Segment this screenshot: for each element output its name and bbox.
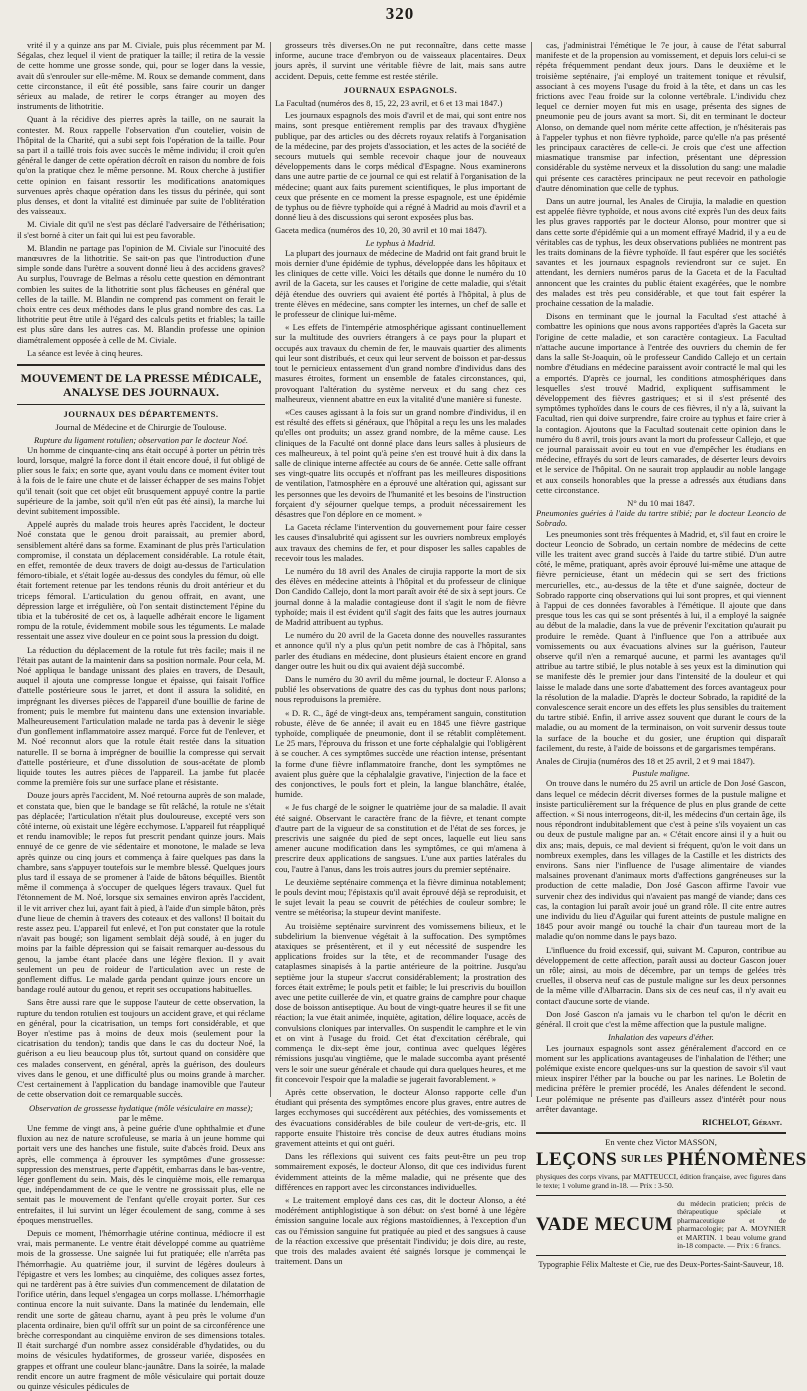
subsection-title: JOURNAUX DES DÉPARTEMENTS. — [63, 409, 219, 420]
paragraph: Sans être aussi rare que le suppose l'auteur de cette observation, la rupture du tendon rotulien est toujours un accident grave, et qui réclame en général, pour la cicatrisation, un temps fort considérable, et que Boyer n'estime pas à moins de deux mois (seulement pour la cicatrisation du tendon); tandis que dans le cas du docteur Noé, la guérison a eu lieu beaucoup plus tôt, surtout quand on considère que ces malades conservent, en général, après la guérison, des douleurs vives dans le genou, et une difficulté plus ou moins grande à marcher. C'est certainement à l'application du bandage inamovible que l'auteur de cette observation doit ce remarquable succès. — [17, 997, 265, 1100]
journal-heading: Gaceta medica (numéros des 10, 20, 30 avril et 10 mai 1847). — [275, 225, 487, 236]
paragraph: Au troisième septénaire survinrent des vomissemens bilieux, et le subdelirium la bienvenue végétait à la suffocation. Des symptômes ataxiques se présentèrent, et il y eut nécessité de suspendre les applications froides sur la tête, et de recommander l'usage des cataplasmes sinapisés à la partie antérieure de la poitrine. Jusqu'au septième jour la stupeur s'accrut considérablement; la prostration des forces était extrême; le pouls petit et faible; le lui prescrivis du bouillon avec une petite cuillerée de vin, et quatre grains de camphre pour chaque dose de boisson antiseptique. Au bout de vingt-quatre heures il se fit une réaction; la vue était animée, inquiète, agitation, délire loquace, accès de convulsions cloniques par intervalles. On suspendit le camphre et le vin et on vint à l'usage du froid. Cet état d'excitation cérébrale, qui commença le dix-sept ème jour, continua avec quelques légères rémissions jusqu'au vingtième, que le malade succomba ayant présenté vers le soir une sueur générale et chaude qui dura quelques heures, et me fit concevoir l'espoir que la maladie se jugerait favorablement. » — [275, 920, 526, 1084]
column-divider — [270, 42, 271, 1097]
page-number: 320 — [385, 4, 415, 23]
paragraph: Appelé auprès du malade trois heures après l'accident, le docteur Noé constata que le genou droit paraissait, au premier abord, sensiblement altéré dans sa forme. Examinant de plus près l'articulation compromise, il constata un déplacement considérable. La rotule était, en effet, remontée de deux travers de doigt au-dessus de l'articulation fémoro-tibiale, et s'était logée au-dessus des condyles du fémur, où elle était fortement retenue par les tendons réunis du droit antérieur et du triceps fémoral. L'articulation du genou offrait, en avant, une dépression large et irrégulière, où l'on sentait distinctement l'épine du tibia et la tubérosité de cet os, à laquelle adhérait encore le ligament rompu de la rotule, évidemment mobile sous les téguments. Le malade ressentait une assez vive douleur en ce point sous la pression du doigt. — [17, 519, 265, 642]
paragraph: La plupart des journaux de médecine de Madrid ont fait grand bruit le mois dernier d'une épidémie de typhus, développée dans les hôpitaux et les cliniques de cette ville. Voici les détails que donne le numéro du 10 avril de la Gaceta, sur les causes et l'origine de cette maladie, qui s'était déjà étendue des ouvriers qui avaient été portés à l'hôpital, à plus de trente élèves en médecine, sans compter les internes, un chef de salle et le professeur de clinique lui-même. — [275, 247, 526, 320]
article-title: Inhalation des vapeurs d'éther. — [608, 1032, 714, 1043]
paragraph: On trouve dans le numéro du 25 avril un article de Don José Gascon, dans lequel ce médecin décrit diverses formes de la pustule maligne et insiste particulièrement sur la fréquence de plus en plus grande de cette affection. « Si nous interrogeons, dit-il, les médecins d'un certain âge, ils nous répondront indubitablement que c'est à peine s'ils voyaient un cas ou deux de pustule maligne par an. « C'était encore ainsi il y a huit ou dix ans; mais, depuis, ce mal devient si fréquent, qu'on le voit dans un nombreux exemples, dans les villages de la Castille et les districts des environs. Sans nier l'influence de l'usage alimentaire de viandes malsaines provenant d'animaux morts d'affections gangréneuses sur la production de cette maladie, Don José Gascon affirme l'avoir vue survenir chez des individus qui n'avaient pas mangé de viande; dans ces cas, la contagion lui paraît avoir joué un grand rôle. Il cite entre autres une individu du lieu d'Aguilar qui furent atteints de pustule maligne en 1845 pour avoir mangé ou touché la chair d'un taureau mort de la maladie qu'on nomme dans le pays bazo. — [536, 778, 786, 942]
ad-lecons — [536, 1149, 807, 1171]
paragraph: Dans le numéro du 30 avril du même journal, le docteur F. Alonso a publié les observations de quatre des cas du typhus dont nous parlons; nous reproduisons la première. — [275, 673, 526, 705]
paragraph: L'influence du froid excessif, qui, suivant M. Capuron, contribue au développement de cette affection, paraît aussi au docteur Gascon jouer un rôle; ainsi, au mois de décembre, par un temps de gelées très cruelles, il observa neuf cas de pustule maligne sur les deux personnes de la même ville d'Albarracin. Dans six de ces neuf cas, il n'y avait eu contact d'aucune sorte de viande. — [536, 944, 786, 1006]
issue-line: N° du 10 mai 1847. — [627, 497, 695, 508]
column-left — [17, 40, 265, 1391]
column-divider — [531, 42, 532, 1097]
journal-heading: La Facultad (numéros des 8, 15, 22, 23 avril, et 6 et 13 mai 1847.) — [275, 98, 503, 109]
column-right — [536, 40, 807, 1270]
article-title: Rupture du ligament rotulien; observation par le docteur Noé. — [34, 434, 248, 445]
divider — [536, 1132, 786, 1134]
ad-vade-mecum — [536, 1200, 786, 1252]
paragraph: Un homme de cinquante-cinq ans était occupé à porter un pétrin très lourd, lorsque, malgré la force dont il était encore doué, il fut obligé de plier sous le faix; en sorte que, ayant voulu dans ce moment éviter tout à la fois de le faire une chute et de laisser échapper de ses mains l'objet qu'il tenait (soit que cet objet eût brusquement appuyé contre la partie supérieure de la jambe, soit qu'il n'en eût pas été ainsi), la marche lui devint subitement impossible. — [17, 444, 265, 516]
editor-signature: RICHELOT, Gérant. — [702, 1116, 782, 1127]
paragraph: Quant à la récidive des pierres après la taille, on ne saurait la contester. M. Roux rappelle l'observation d'un coutelier, voisin de l'hôpital de la Charité, qui a subi sept fois l'opération de la taille. Pour sa part il a taillé trois fois avec succès le même individu; il croit qu'en général le danger de cette opération décroît en raison du nombre de fois qu'on la pratique chez le même personne. M. Roux cherche à justifier cette opinion en faisant ressortir les modifications anatomiques survenues après chaque opération dans les tissus du périnée, qui sont plus denses, et dont la vitalité est diminuée par suite de l'oblitération des vaisseaux. — [17, 114, 265, 217]
paragraph: Une femme de vingt ans, à peine guérie d'une ophthalmie et d'une fluxion au nez de nature scrofuleuse, se maria à un jeune homme qui portait vers une des hanches une fistule, suite d'abcès froid. Deux ans après, elle commença à éprouver les symptômes d'une grossesse: suppression des menstrues, perte d'appétit, embarras dans le bas-ventre, léger gonflement du sein. Mais, dès le cinquième mois, elle remarqua que, indépendamment de ce que le ventre ne grossissait plus, elle ne sentait pas le mouvement de l'enfant qu'elle croyait porter. Sur ces entrefaites, il lui survint un léger écoulement de sang, comme à ses époques menstruelles. — [17, 1122, 265, 1225]
paragraph: « D. R. C., âgé de vingt-deux ans, tempérament sanguin, constitution robuste, élève de 6e année; il avait eu en 1845 une fièvre gastrique typhoïde, compliquée de pneumonie, dont il se rétablit complètement. Le 25 mars, l'éprouva du frisson et une forte céphalalgie qui l'obligèrent à se coucher. A ces symptômes succède une réaction intense, présentant la forme d'une fièvre inflammatoire franche, dont les symptômes ne avaient plus guère que la céphalalgie gravative, l'injection de la face et des conjonctives, le pouls fort et plein, la langue blanchâtre, étalée, humide. — [275, 707, 526, 800]
paragraph: Le numéro du 20 avril de la Gaceta donne des nouvelles rassurantes et annonce qu'il n'y a plus qu'un petit nombre de cas à l'hôpital, sans parler des étudians en médecine, dont plusieurs étaient encore en grand danger outre les huit ou dix qui avaient déjà succombé. — [275, 630, 526, 671]
paragraph: grosseurs très diverses.On ne put reconnaître, dans cette masse informe, aucune trace d'embryon ou de vaisseaux placentaires. Deux jours après, il survint une véritable fièvre de lait, mais sans autre accident. Depuis, cette femme est restée stérile. — [275, 40, 526, 81]
paragraph: La séance est levée à cinq heures. — [27, 347, 143, 358]
ad-title-phenomenes: PHÉNOMÈNES — [666, 1149, 807, 1171]
ad-title-vade-mecum: VADE MECUM — [536, 1214, 674, 1236]
paragraph: M. Civiale dit qu'il ne s'est pas déclaré l'adversaire de l'éthérisation; il s'est borné à citer un fait qui lui est peu favorable. — [17, 219, 265, 240]
ad-title-lecons: LEÇONS — [536, 1149, 618, 1171]
ad-title-sur-les: SUR LES — [621, 1154, 663, 1166]
journal-heading: Anales de Cirujia (numéros des 18 et 25 avril, 2 et 9 mai 1847). — [536, 756, 755, 767]
paragraph: Après cette observation, le docteur Alonso rapporte celle d'un étudiant qui présenta des symptômes encore plus graves, entre autres de larges ecchymoses qui succédèrent aux pétéchies, des vomissements et des évacuations considérables de bile couleur de vert-de-gris, etc. Il rapporte ensuite l'histoire très concise de deux autres étudians moins gravement atteints et qui ont guéri. — [275, 1086, 526, 1148]
paragraph: « Je fus chargé de le soigner le quatrième jour de sa maladie. Il avait été saigné. Observant le caractère franc de la fièvre, et tenant compte d'autre part de la vigueur de sa constitution et de l'état de ses forces, je prescrivis une saignée du pied de sept onces, laquelle eut lieu sans amener aucune modification dans les symptômes, ce qui m'amena à prescrire deux applications de sangsues. L'une aux parties latérales du cou, l'autre à l'anus, dans les trois autres jours du premier septénaire. — [275, 802, 526, 874]
paragraph: Dans un autre journal, les Anales de Cirujia, la maladie en question est appelée fièvre typhoïde, et nous avons cité exprès l'un des deux faits les plus graves rapportés par le docteur Alonso, pour montrer que si dans cette sorte d'épidémie qui a un moment effrayé Madrid, il y a eu de véritables cas de typhus, les deux observations publiées ne montrent pas les traits dominans de la fièvre typhoïde. Il faut espérer que les sociétés savantes et les journaux espagnols reviendront sur ce sujet. En attendant, les derniers numéros parus de la Gaceta et de la Facultad annoncent que les craintes du public étaient exagérées, que le nombre des malades est très peu considérable, et que tout fait espérer la prochaine cessation de la maladie. — [536, 196, 786, 309]
divider — [536, 1255, 786, 1256]
paragraph: Le numéro du 18 avril des Anales de cirujia rapporte la mort de six des élèves en médecine atteints à l'hôpital et du professeur de clinique Don Candido Callejo, dont la mort paraît avoir été de six à sept jours. Ce journal donne à la maladie contagieuse dont il s'agit le nom de fièvre typhoïde; mais il est évident qu'il s'agit des faits que les autres journaux de Madrid attribuent au typhus. — [275, 565, 526, 627]
divider — [536, 1195, 786, 1196]
article-title: Pneumonies guéries à l'aide du tartre stibié; par le docteur Leoncio de Sobrado. — [536, 508, 786, 529]
ad-description: physiques des corps vivans, par MATTEUCCI, édition française, avec figures dans le texte; 1 volume grand in-18. — Prix : 3-50. — [536, 1172, 786, 1190]
journal-heading: Journal de Médecine et de Chirurgie de Toulouse. — [55, 422, 227, 433]
paragraph: Le deuxième septénaire commença et la fièvre diminua notablement; le pouls devint mou; l'épistaxis qu'il avait éprouvé déjà se reproduisit, et le sujet levait la peau se couvrit de pétéchies de couleur sombre; le ventre se météorisa; la stupeur devint manifeste. — [275, 876, 526, 918]
paragraph: Depuis ce moment, l'hémorrhagie utérine continua, médiocre il est vrai, mais permanente. Le ventre était développé comme au quatrième mois de la grossesse. Une saignée lui fut pratiquée; elle n'arrêta pas l'hémorrhagie. Au quatrième jour, il survint de légères douleurs à l'épigastre et vers les lombes; au cinquième, des coliques assez fortes, qui ne tardèrent pas à être suivies d'un commencement de dilatation de l'orifice utérin, dans lequel s'engagea un corps mollasse. L'hémorrhagie continua encore la nuit suivante. Dans la matinée du lendemain, elle rendit une sorte de gâteau charnu, ayant à peu près le volume d'un placenta ordinaire, bien qu'il offrît sur un point de sa circonférence une brèche correspondant au cinquième environ de ses dimensions totales. Il était surchargé d'un nombre assez considérable d'hydatides, ou du moins de vésicules hydatiformes, de grosseur variée, disposées en grappes et offrant une couleur blanc-jaunâtre. Dans la soirée, la malade rendit encore un autre fragment de môle vésiculaire qui portait douze ou quinze vésicules pédicules de — [17, 1227, 265, 1391]
ad-header: En vente chez Victor MASSON, — [605, 1137, 717, 1148]
subsection-title: JOURNAUX ESPAGNOLS. — [343, 84, 458, 95]
paragraph: M. Blandin ne partage pas l'opinion de M. Civiale sur l'inocuité des manœuvres de la lithotritie. Se sait-on pas que l'introduction d'une simple sonde dans l'urètre a souvent donné lieu à des accidens graves? Au surplus, l'ouvrage de Belmas a résolu cette question en démontrant combien les suites de la lithotritie sont plus fâcheuses en général que celles de la taille. M. Blandin ne comprend pas comment on ferait le choix entre ces deux méthodes dans le plus grand nombre des cas. La lithotritie peut être utile à l'égard des calculs petits et friables; la taille est plus sûre dans les autres cas. M. Blandin professe une opinion diamétralement opposée à celle de M. Civiale. — [17, 242, 265, 345]
paragraph: Douze jours après l'accident, M. Noé retourna auprès de son malade, et constata que, bien que le bandage se fût relâché, la rotule ne s'était pas déplacée; l'articulation n'était plus douloureuse, excepté vers son côté interne, où existait une légère ecchymose. L'appareil fut réappliqué et rendu inamovible; le repos fut prescrit pendant quinze jours. Mais ennuyé de ce genre de vie sédentaire et monotone, le malade se leva après quinze ou cinq jours et commença à faire quelques pas dans la chambre, sans s'appuyer toutefois sur le membre blessé. Quelques jours plus tard il essaya de se promener à l'aide de bâtons béquilles. Bientôt même il commença à s'occuper de quelques légers travaux. Quel fut l'étonnement de M. Noé, lorsque six semaines environ après l'accident, il le vit arriver chez lui, ayant fait à pied, à l'aide d'un simple bâton, près d'une lieue de chemin à travers des coteaux et des vallons! Il boitait du reste assez peu. L'appareil fut enlevé, et l'on put constater que la rotule n'avait pas bougé; son ligament semblait déjà soudé, à en juger du moins par la faible dépression qui se faisait remarquer au-dessous du genou, la jambe étant placée dans une légère flexion. Il y avait seulement un peu de roideur de l'articulation avec un reste de gonflement diffus. Le malade garda pendant quinze jours encore un bandage roulé autour du genou, et reprit ses occupations habituelles. — [17, 790, 265, 995]
paragraph: « Les effets de l'intempérie atmosphérique agissant continuellement sur la multitude des ouvriers étrangers à ce pays pour la plupart et occupés aux travaux du chemin de fer, le mauvais quartier des aliments qui leur sont distribués, et ceux qui leur servent de boisson et par-dessus tout le pernicieux entassement d'un grand nombre d'individus dans des masures étroites, forment un ensemble de fatales circonstances, qui, provoquant l'altération du système nerveux et du sang chez ces malheureux, viennent abattre en eux la vitalité d'une manière si funeste. — [275, 322, 526, 404]
article-title: Pustule maligne. — [632, 768, 690, 779]
paragraph: Don José Gascon n'a jamais vu le charbon tel qu'on le décrit en général. Il croit que c'est la même affection que la pustule maligne. — [536, 1008, 786, 1030]
article-title: Observation de grossesse hydatique (môle vésiculaire en masse); — [29, 1102, 253, 1113]
paragraph: « Le traitement employé dans ces cas, dit le docteur Alonso, a été modérément antiphlogistique à son début: on s'est borné à une légère émission sanguine locale aux régions mastoïdiennes, à l'exception d'un cas ou l'émission sanguine fut pratiquée au pied et des sangsues à cause de la réaction excessive que présentait l'individu; je dois dire, au reste, que trois des malades avaient été saignés lorsque je commençai le traitement. Dans un — [275, 1194, 526, 1267]
paragraph: La réduction du déplacement de la rotule fut très facile; mais il ne l'était pas autant de la maintenir dans sa position normale. Pour cela, M. Noé appliqua le bandage unissant des plaies en travers, de Desault, auquel il ajouta une compresse longue et épaisse, qui faisait l'office d'attelle postérieure sous le jarret, et dont il assura la solidité, en imprégnant les diverses pièces de l'appareil d'une bouillie de farine de froment; puis le membre fut maintenu dans une extension invariable. Malheureusement l'articulation malade ne tarda pas à devenir le siège d'un gonflement inflammatoire assez marqué. Force fut de l'enlever, et M. Noé reconnut alors que la rotule était restée dans la situation naturelle. Il se borna à imprégner de bouillie la compresse qui servait d'attelle postérieure, et d'une dissolution de sous-acétate de plomb liquide toutes les autres pièces de l'appareil. La jambe fut placée comme la première fois sur une surface plane et résistante. — [17, 644, 265, 788]
article-title: Le typhus à Madrid. — [365, 237, 436, 248]
paragraph: vrité il y a quinze ans par M. Civiale, puis plus récemment par M. Ségalas, chez lequel il vient de pratiquer la taille; il retira de la vessie de cette homme une grosse sonde, qui, pour se loger dans la vessie, avait dû s'enrouler sur elle-même. M. Roux se demande comment, dans cette circonstance, il eût été possible, sans faire courir un danger sérieux au malade, de retirer le corps étranger au moyen des instruments de lithotritie. — [17, 40, 265, 112]
article-byline: par le même. — [118, 1112, 164, 1123]
section-title: MOUVEMENT DE LA PRESSE MÉDICALE, ANALYSE DES JOURNAUX. — [17, 364, 265, 405]
paragraph: «Ces causes agissant à la fois sur un grand nombre d'individus, il en est résulté des effets si généraux, que l'hôpital a reçu les uns les malades qu'elles ont produits; un assez grand nombre, de la même cause. Les cliniques de la Faculté ont donné place dans leurs salles à plusieurs de ces malheureux, à tel point qu'à peine s'en est trouvé huit à dix dans la salle de clinique interne affectée au cours de 6e année. Cette salle offrant ses vingt-quatre lits occupés et n'offrant pas les meilleures dispositions de ventilation, l'atmosphère en a éprouvé une altération qui, agissant sur les personnes que les devoirs de l'humanité et les besoins de l'instruction forçaient d'y séjourner quelque temps, a produit nécessairement les désastres que l'on déplore en ce moment. » — [275, 406, 526, 519]
paragraph: Dans les réflexions qui suivent ces faits peut-être un peu trop sommairement exposés, le docteur Alonso, dit que ces individus furent évidemment atteints de la même maladie, qui ne présente que des différences en rapport avec les circonstances individuelles. — [275, 1151, 526, 1192]
paragraph: La Gaceta réclame l'intervention du gouvernement pour faire cesser les causes d'insalubrité qui agissent sur les ouvriers nombreux employés aux travaux des chemins de fer, et pour disposer les salles capables de recevoir tous les malades. — [275, 522, 526, 563]
paragraph: Les pneumonies sont très fréquentes à Madrid, et, s'il faut en croire le docteur Leoncio de Sobrado, un certain nombre de médecins de cette ville les traitent avec grand succès à l'aide du tartre stibié. D'un autre côté, le même, pratiquant, après avoir éprouvé lui-même une attaque de fièvre pernicieuse, étant un médecin qui se sert des frictions mercurielles, etc., au-dessus de la tête et d'une saignée, docteur de Sobrado rapporte cinq observations qui lui sont propres, et qui viennent à l'appui de ces données favorables à l'émétique. Il ajoute que dans presque tous les cas qui se sont présentés à lui, il a employé la saignée au début de la maladie, dans la vue de prévenir l'excitation qu'aurait pu produire le remède. Quant à l'influence que l'on a attribuée aux vomissements ou aux évacuations alvines sur la guérison, l'auteur observe qu'il n'en a remarqué aucune, et parmi les avantages qu'il attribue au tartre stibié, le plus notable à ses yeux est la diminution qui se manifeste dès le premier jour dans l'intensité de la douleur et qui laisse le malade dans une sorte d'abattement des forces avantageux pour la résolution de la maladie. D'après le docteur Sobrado, la rapidité de la convalescence serait encore un des effets les plus sensibles du traitement du tartre stibié. Enfin, il arrive assez souvent que durant le cours de la maladie, ou au moment de la terminaison, on voit survenir dessus toute la surface de la bouche et du gosier, une éruption qui disparaît facilement, du reste, à l'aide de boissons et de gargarismes tempérans. — [536, 528, 786, 753]
paragraph: Disons en terminant que le journal la Facultad s'est attaché à combattre les opinions que nous avons rapportées d'après la Gaceta sur l'origine de cette maladie, et son caractère contagieux. La Facultad n'attache aucune importance à l'entrée des ouvriers du chemin de fer dans la salle St-Joaquin, où le professeur Candido Callejo et un certain nombre d'étudians en médecine paraissent avoir contracté le mal qui les a emportés. D'après ce journal, les conditions atmosphériques dans lesquelles s'est trouvé Madrid, expliquent suffisamment le développement des fièvres gastriques; et si il s'est présenté des symptômes typhoïdes dans le cours de ces fièvres, il n'y a là, suivant la Facultad, rien qui doive surprendre, faire croire au typhus et faire crier à la contagion. Ajoutons que la Facultad soutenait cette opinion dans le numéro du 8 avril, trois jours avant la mort du professeur Callejo, et que ce journal paraissait avoir eu tout en vue d'empêcher les étudians en médecine, effrayés du sort de leurs camarades, de déserter leurs devoirs et le service de l'hôpital. On ne saurait trop applaudir au noble langage et aux conseils honorables que la presse a adressés aux étudians dans cette circonstance. — [536, 311, 786, 495]
paragraph: Les journaux espagnols sont assez généralement d'accord en ce moment sur les applications avantageuses de l'inhalation de l'éther; une polémique existe encore quelques-uns sur la question de savoir s'il vaut mieux inspirer l'éther par la bouche ou par les narines. Le Boletin de medicina préfère le premier procédé, les Anales défendent le second. Leur polémique ne présente pas d'ailleurs assez d'intérêt pour nous arrêter davantage. — [536, 1042, 786, 1114]
column-middle — [275, 40, 526, 1267]
paragraph: Les journaux espagnols des mois d'avril et de mai, qui sont entre nos mains, sont presque entièrement remplis par des travaux d'hygiène publique, par des articles ou des décrets royaux relatifs à l'organisation de la médecine, par des projets d'association, et les actes de la société de secours mutuels qui semble recevoir chaque jour de nouveaux développements dans le corps médical d'Espagne. Nous examinerons dans une autre partie de ce journal ce qui est relatif à l'organisation de la médecine; quant aux faits purement scientifiques, le plus important de ceux que présente en ce moment la presse espagnole, est une épidémie de typhus ou de fièvre typhoïde qui a régné à Madrid au mois d'avril et a donné lieu à des discussions qui seront exposées plus bas. — [275, 110, 526, 223]
printer-imprint: Typographie Félix Malteste et Cie, rue des Deux-Portes-Saint-Sauveur, 18. — [538, 1260, 784, 1270]
ad-description: du médecin praticien; précis de thérapeutique spéciale et pharmaceutique et de pharmacologie; par A. MOYNIER et MARTIN. 1 beau volume grand in-18 compacte. — Prix : 6 francs. — [677, 1198, 786, 1251]
paragraph: cas, j'administrai l'émétique le 7e jour, à cause de l'état saburral manifeste et de la propension au vomissement, et depuis lors celui-ci se répéta fréquemment pendant deux jours. Dans le deuxième et le troisième septénaire, j'ai employé un traitement tonique et révulsif, associant à ces moyens l'usage du froid à la tête, et dans un cas les frictions avec l'eau froide sur la colonne vertébrale. L'individu chez lequel ce dernier moyen fut mis en usage, présenta des signes de pneumonie peu de jours avant sa mort. Si, dit en terminant le docteur Alonso, on demande quel nom mérite cette affection, je n'hésiterais pas à l'appeler typhus et non fièvre typhoïde, parce qu'elle n'a pas présenté les principaux caractères de celle-ci. Je crois que c'est une affection miasmatique transmise par infection, présentant une dépression considérable du système nerveux et la dissolution du sang: une maladie qui présente ces caractères principaux ne peut recevoir en pathologie d'autre dénomination que celle de typhus. — [536, 40, 786, 193]
